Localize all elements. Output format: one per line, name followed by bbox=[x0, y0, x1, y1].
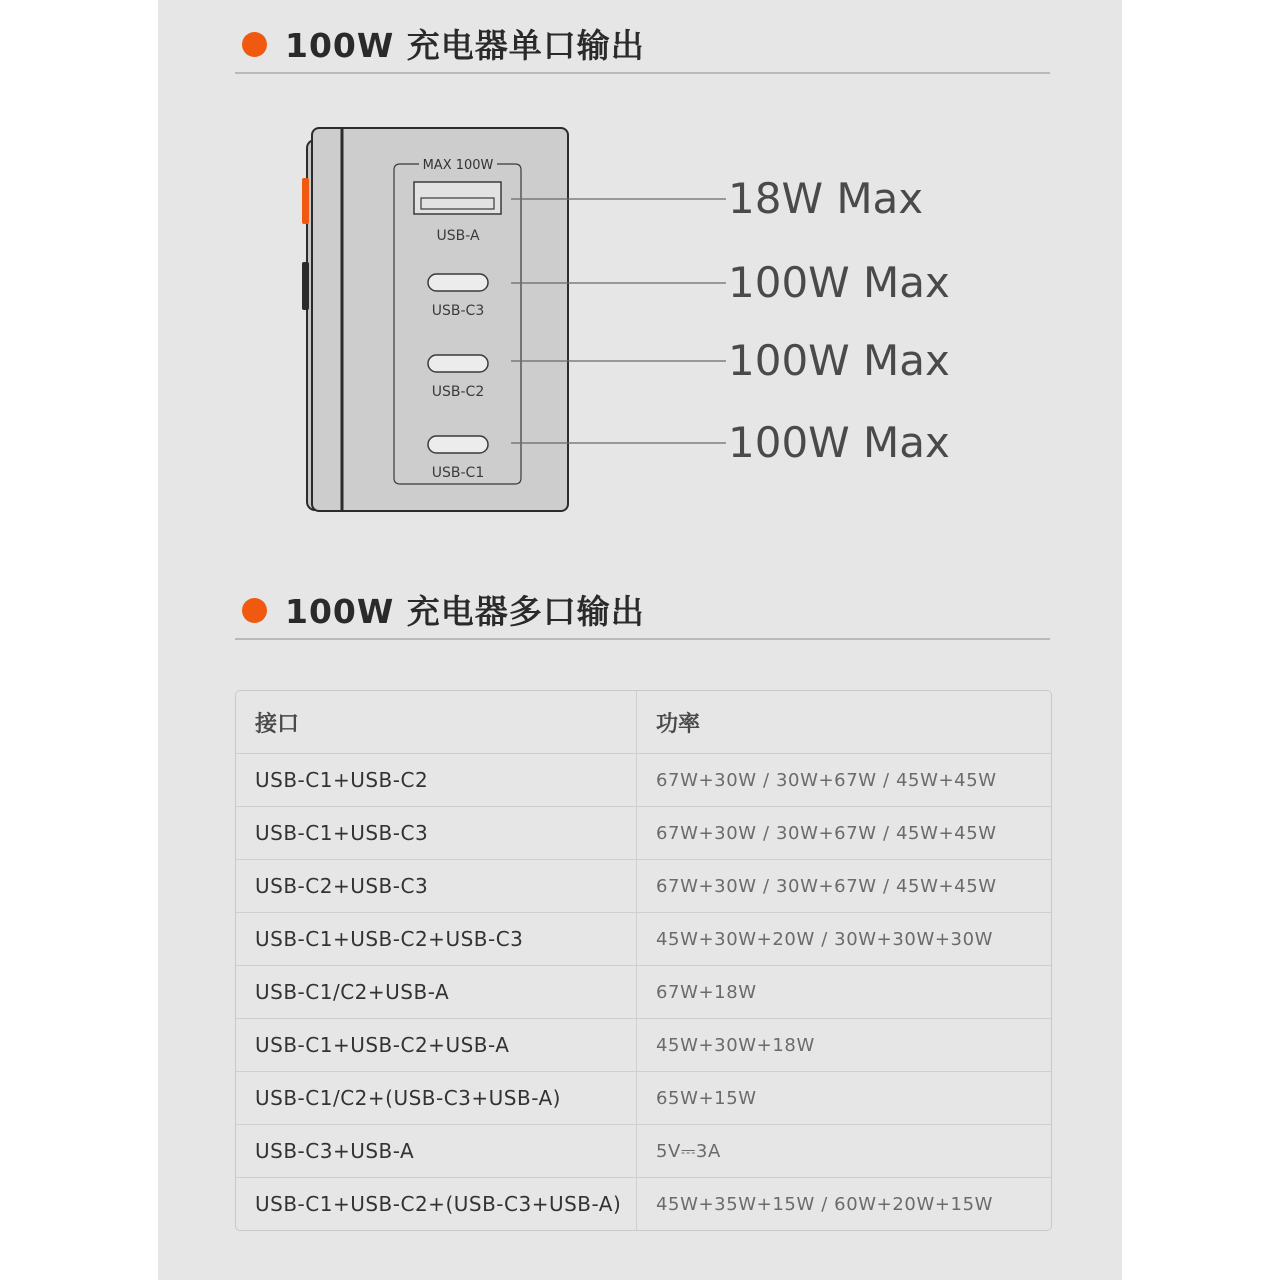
cell-interface: USB-C1+USB-C2 bbox=[236, 754, 637, 807]
table-row bbox=[236, 807, 1051, 860]
cell-interface: USB-C2+USB-C3 bbox=[236, 860, 637, 913]
orange-side-button-icon bbox=[302, 178, 309, 224]
usb-c1-port-icon bbox=[428, 436, 488, 453]
cell-interface: USB-C1+USB-C2+USB-C3 bbox=[236, 913, 637, 966]
header-interface: 接口 bbox=[236, 691, 637, 754]
multi-port-table bbox=[235, 690, 1052, 1231]
port-label-usb-c3: USB-C3 bbox=[431, 303, 485, 319]
cell-power: 67W+30W / 30W+67W / 45W+45W bbox=[637, 807, 1052, 860]
table-row bbox=[236, 1125, 1051, 1178]
cell-interface: USB-C3+USB-A bbox=[236, 1125, 637, 1178]
cell-power: 45W+30W+18W bbox=[637, 1019, 1052, 1072]
black-side-button-icon bbox=[302, 262, 309, 310]
table-row bbox=[236, 1178, 1051, 1231]
bullet-dot-icon bbox=[242, 598, 267, 623]
cell-power: 65W+15W bbox=[637, 1072, 1052, 1125]
charger-diagram bbox=[0, 0, 1280, 560]
cell-power: 5V⎓3A bbox=[637, 1125, 1052, 1178]
section-title: 100W 充电器多口输出 bbox=[285, 592, 645, 631]
cell-interface: USB-C1+USB-C2+(USB-C3+USB-A) bbox=[236, 1178, 637, 1231]
table-row bbox=[236, 860, 1051, 913]
power-label-usb-a: 18W Max bbox=[728, 174, 924, 223]
table-row bbox=[236, 1019, 1051, 1072]
usb-c2-port-icon bbox=[428, 355, 488, 372]
cell-interface: USB-C1+USB-C3 bbox=[236, 807, 637, 860]
cell-power: 67W+18W bbox=[637, 966, 1052, 1019]
table-row bbox=[236, 966, 1051, 1019]
table-row bbox=[236, 1072, 1051, 1125]
table-row bbox=[236, 754, 1051, 807]
port-label-usb-c1: USB-C1 bbox=[431, 465, 485, 481]
cell-power: 45W+35W+15W / 60W+20W+15W bbox=[656, 1193, 994, 1215]
section-title: 100W 充电器单口输出 bbox=[285, 26, 645, 65]
cell-interface: USB-C1/C2+USB-A bbox=[236, 966, 637, 1019]
port-label-usb-c2: USB-C2 bbox=[431, 384, 485, 400]
cell-power: 45W+30W+20W / 30W+30W+30W bbox=[637, 913, 1052, 966]
panel-max-label: MAX 100W bbox=[422, 158, 494, 173]
power-label-usb-c2: 100W Max bbox=[728, 336, 950, 385]
cell-power: 67W+30W / 30W+67W / 45W+45W bbox=[637, 860, 1052, 913]
power-label-usb-c1: 100W Max bbox=[728, 418, 950, 467]
table-header-row bbox=[236, 691, 1051, 754]
usb-c3-port-icon bbox=[428, 274, 488, 291]
cell-interface: USB-C1+USB-C2+USB-A bbox=[236, 1019, 637, 1072]
cell-power: 67W+30W / 30W+67W / 45W+45W bbox=[637, 754, 1052, 807]
section-header-multi-port bbox=[235, 566, 1050, 640]
table-row bbox=[236, 913, 1051, 966]
port-label-usb-a: USB-A bbox=[436, 228, 480, 244]
header-power: 功率 bbox=[637, 691, 1052, 754]
cell-interface: USB-C1/C2+(USB-C3+USB-A) bbox=[236, 1072, 637, 1125]
power-label-usb-c3: 100W Max bbox=[728, 258, 950, 307]
